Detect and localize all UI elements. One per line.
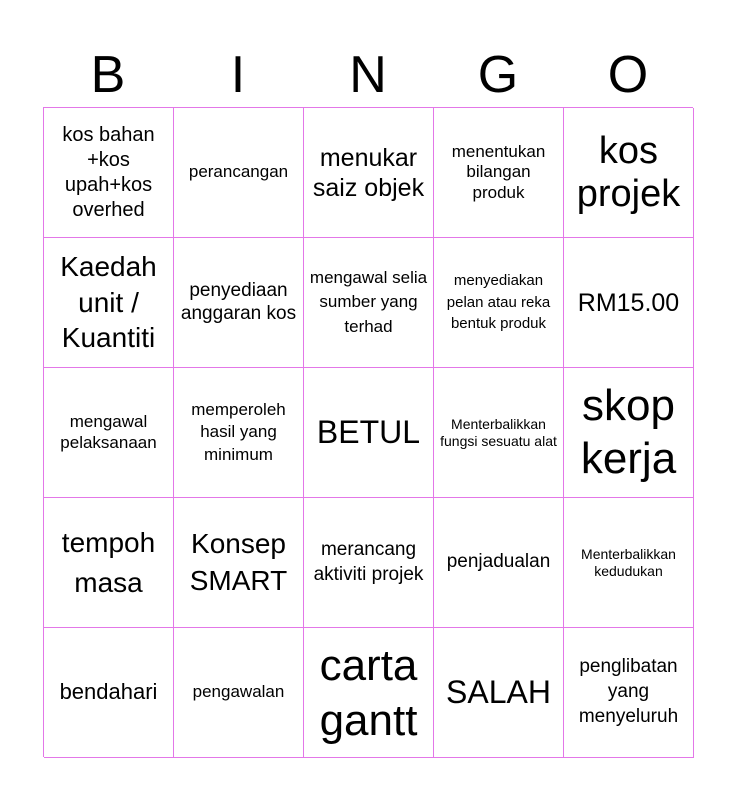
bingo-cell-r5-c5[interactable]: penglibatan yang menyeluruh (564, 628, 694, 758)
bingo-cell-r2-c3[interactable]: mengawal selia sumber yang terhad (304, 238, 434, 368)
bingo-cell-r5-c1[interactable]: bendahari (44, 628, 174, 758)
bingo-cell-r5-c3[interactable]: carta gantt (304, 628, 434, 758)
bingo-cell-r3-c5[interactable]: skop kerja (564, 368, 694, 498)
bingo-cell-r1-c3[interactable]: menukar saiz objek (304, 108, 434, 238)
bingo-cell-r3-c2[interactable]: memperoleh hasil yang minimum (174, 368, 304, 498)
bingo-cell-r4-c5[interactable]: Menterbalikkan kedudukan (564, 498, 694, 628)
bingo-header (43, 44, 693, 106)
bingo-cell-r3-c4[interactable]: Menterbalikkan fungsi sesuatu alat (434, 368, 564, 498)
bingo-cell-r4-c1[interactable]: tempoh masa (44, 498, 174, 628)
bingo-cell-r5-c4[interactable]: SALAH (434, 628, 564, 758)
bingo-cell-r2-c5[interactable]: RM15.00 (564, 238, 694, 368)
header-letter-o: O (607, 46, 649, 104)
header-letter-n: N (349, 46, 387, 104)
bingo-cell-r2-c2[interactable]: penyediaan anggaran kos (174, 238, 304, 368)
header-letter-i: I (230, 46, 246, 104)
bingo-cell-r4-c2[interactable]: Konsep SMART (174, 498, 304, 628)
bingo-cell-r4-c4[interactable]: penjadualan (434, 498, 564, 628)
bingo-cell-r3-c1[interactable]: mengawal pelaksanaan (44, 368, 174, 498)
header-letter-b: B (90, 46, 126, 104)
bingo-cell-r2-c1[interactable]: Kaedah unit / Kuantiti (44, 238, 174, 368)
bingo-cell-r1-c1[interactable]: kos bahan +kos upah+kos overhed (44, 108, 174, 238)
bingo-board (43, 107, 693, 757)
bingo-cell-r1-c4[interactable]: menentukan bilangan produk (434, 108, 564, 238)
bingo-cell-r1-c2[interactable]: perancangan (174, 108, 304, 238)
header-letter-g: G (477, 46, 519, 104)
bingo-cell-r5-c2[interactable]: pengawalan (174, 628, 304, 758)
bingo-cell-r1-c5[interactable]: kos projek (564, 108, 694, 238)
bingo-cell-r2-c4[interactable]: menyediakan pelan atau reka bentuk produk (434, 238, 564, 368)
bingo-cell-r4-c3[interactable]: merancang aktiviti projek (304, 498, 434, 628)
bingo-cell-r3-c3[interactable]: BETUL (304, 368, 434, 498)
